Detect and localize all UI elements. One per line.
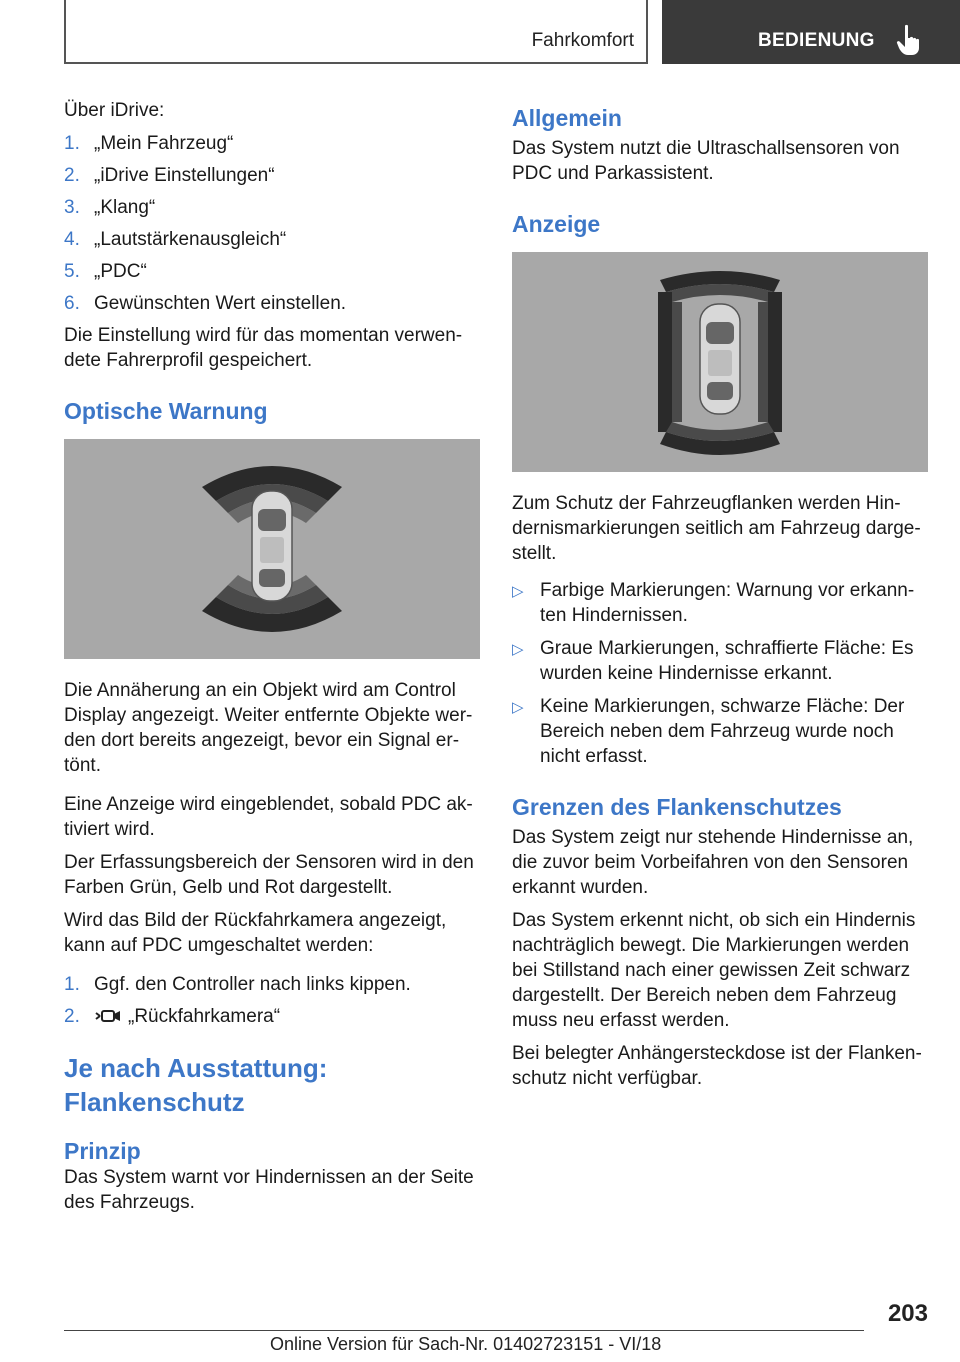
bullet-triangle-icon: ▷ xyxy=(512,583,524,600)
step-number: 2. xyxy=(64,1006,80,1027)
step-number: 3. xyxy=(64,197,80,218)
list-item xyxy=(64,131,480,156)
list-item xyxy=(512,578,928,628)
footer-divider xyxy=(64,1330,864,1331)
heading-flank-protection xyxy=(64,1051,480,1119)
heading-line: Je nach Ausstattung: xyxy=(64,1053,328,1083)
paragraph-detection-area: Der Erfassungsbereich der Sensoren wird in den Farben Grün, Gelb und Rot dargestellt. xyxy=(64,852,474,898)
profile-note: Die Einstellung wird für das momentan verwen-dete Fahrerprofil gespeichert. xyxy=(64,325,463,371)
header-chapter-title: BEDIENUNG xyxy=(758,30,875,51)
heading-display: Anzeige xyxy=(512,211,601,237)
paragraph-principle: Das System warnt vor Hindernissen an der Seite des Fahrzeugs. xyxy=(64,1167,474,1213)
rear-camera-icon xyxy=(94,1007,122,1025)
paragraph-display: Zum Schutz der Fahrzeugflanken werden Hin-dernismarkierungen seitlich am Fahrzeug darge-stellt. xyxy=(512,493,921,564)
list-item xyxy=(64,163,480,188)
step-text: „Lautstärkenausgleich“ xyxy=(94,229,287,250)
step-text: „PDC“ xyxy=(94,261,147,282)
list-item xyxy=(64,291,480,316)
bullet-triangle-icon: ▷ xyxy=(512,641,524,658)
right-column xyxy=(512,104,928,1091)
bullet-triangle-icon: ▷ xyxy=(512,699,524,716)
step-number: 5. xyxy=(64,261,80,282)
idrive-steps-list xyxy=(64,131,480,316)
heading-optical-warning: Optische Warnung xyxy=(64,398,268,424)
paragraph-display-shown: Eine Anzeige wird eingeblendet, sobald PDC ak-tiviert wird. xyxy=(64,794,473,840)
list-item xyxy=(512,636,928,686)
camera-steps-list xyxy=(64,972,480,1029)
list-item xyxy=(64,195,480,220)
paragraph-general: Das System nutzt die Ultraschallsensoren von PDC und Parkassistent. xyxy=(512,138,900,184)
bullet-text: Graue Markierungen, schraffierte Fläche: Es wurden keine Hindernisse erkannt. xyxy=(540,638,914,684)
heading-general: Allgemein xyxy=(512,105,622,131)
header-section-tab xyxy=(64,0,648,64)
paragraph-limits-1: Das System zeigt nur stehende Hindernisse an, die zuvor beim Vorbeifahren von den Sensoren erkannt wurden. xyxy=(512,827,914,898)
list-item xyxy=(512,694,928,769)
step-number: 2. xyxy=(64,165,80,186)
paragraph-rear-camera: Wird das Bild der Rückfahrkamera angezeigt, kann auf PDC umgeschaltet werden: xyxy=(64,910,447,956)
header-chapter-tab xyxy=(662,0,960,64)
page-number: 203 xyxy=(887,1300,928,1327)
heading-principle: Prinzip xyxy=(64,1138,141,1164)
bullet-text: Keine Markierungen, schwarze Fläche: Der Bereich neben dem Fahrzeug wurde noch nicht erfasst. xyxy=(540,696,905,767)
pointing-hand-icon xyxy=(896,24,922,56)
flank-protection-illustration xyxy=(512,252,928,472)
pdc-display-illustration xyxy=(64,439,480,659)
step-text: „Mein Fahrzeug“ xyxy=(94,133,234,154)
header-section-title: Fahrkomfort xyxy=(531,30,634,51)
paragraph-approach: Die Annäherung an ein Objekt wird am Control Display angezeigt. Weiter entfernte Objekte wer-den dort bereits angezeigt, bevor ein Signal er-tönt. xyxy=(64,680,473,776)
left-column xyxy=(64,98,480,1215)
step-number: 6. xyxy=(64,293,80,314)
step-text: Gewünschten Wert einstellen. xyxy=(94,293,347,314)
step-number: 4. xyxy=(64,229,80,250)
bullet-text: Farbige Markierungen: Warnung vor erkann-ten Hindernissen. xyxy=(540,580,915,626)
list-item xyxy=(64,259,480,284)
paragraph-limits-3: Bei belegter Anhängersteckdose ist der Flanken-schutz nicht verfügbar. xyxy=(512,1043,922,1089)
step-text: „iDrive Einstellungen“ xyxy=(94,165,275,186)
idrive-intro: Über iDrive: xyxy=(64,100,165,121)
step-text: „Klang“ xyxy=(94,197,156,218)
list-item xyxy=(64,972,480,997)
list-item xyxy=(64,227,480,252)
footer-version-text: Online Version für Sach-Nr. 01402723151 - VI/18 xyxy=(270,1334,662,1354)
marking-bullets-list xyxy=(512,578,928,769)
heading-limits: Grenzen des Flankenschutzes xyxy=(512,794,842,820)
step-number: 1. xyxy=(64,133,80,154)
paragraph-limits-2: Das System erkennt nicht, ob sich ein Hindernis nachträglich bewegt. Die Markierungen werden bei Stillstand nach einer gewissen Zeit schwarz dargestellt. Der Bereich neben dem Fahrzeug muss neu erfasst werden. xyxy=(512,910,916,1031)
step-text: „Rückfahrkamera“ xyxy=(128,1006,281,1027)
step-text: Ggf. den Controller nach links kippen. xyxy=(94,974,411,995)
list-item xyxy=(64,1004,480,1029)
heading-line: Flankenschutz xyxy=(64,1087,245,1117)
step-number: 1. xyxy=(64,974,80,995)
